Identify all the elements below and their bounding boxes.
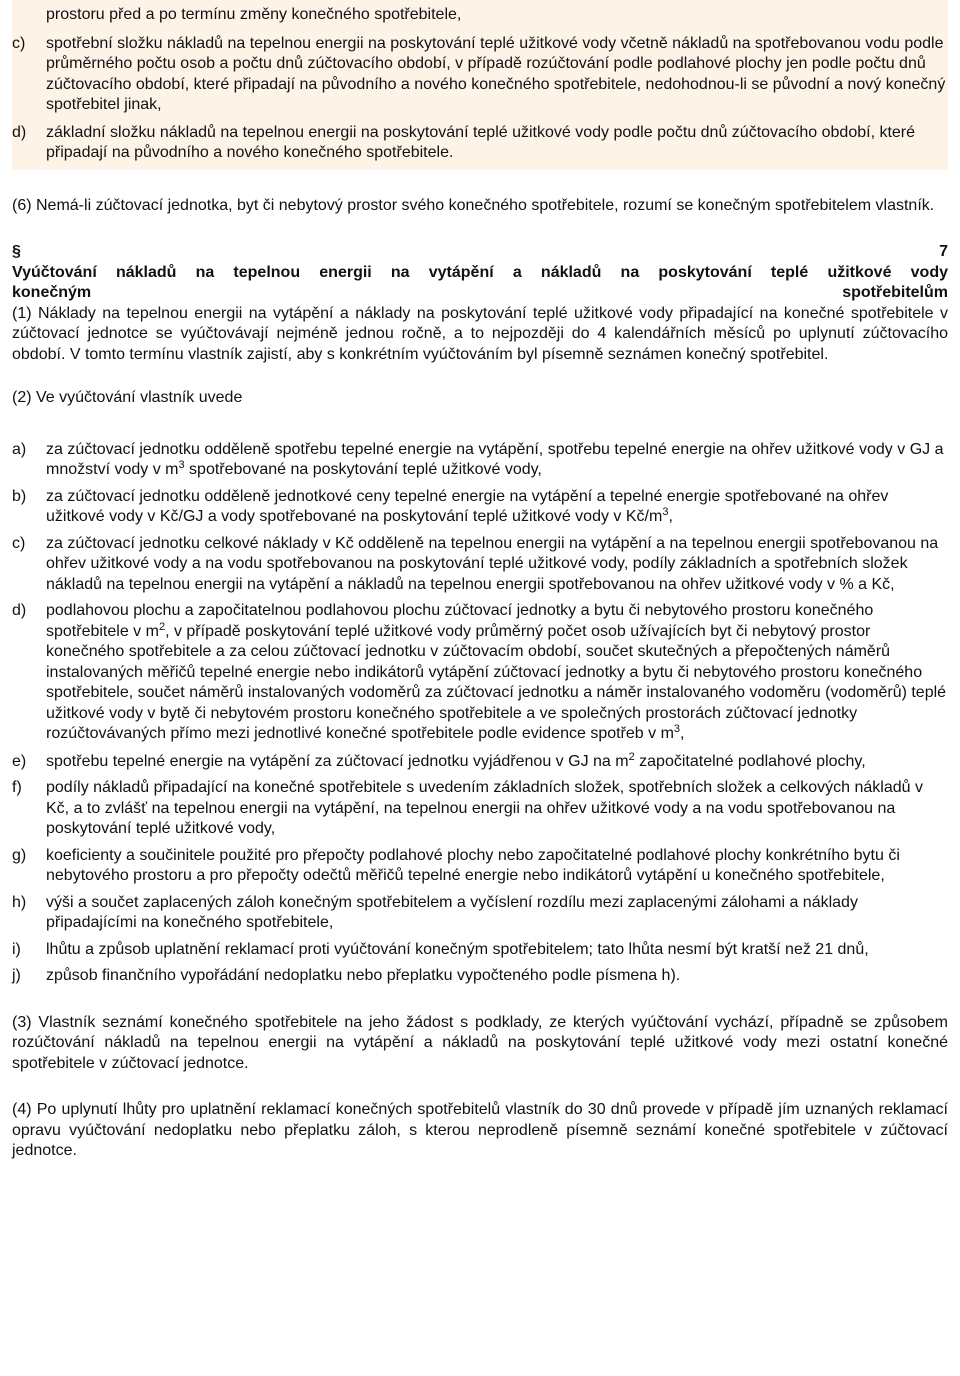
list-item-continuation xyxy=(12,5,948,26)
list-item-d xyxy=(12,123,948,164)
highlighted-block xyxy=(12,0,948,170)
paragraph-4: (4) Po uplynutí lhůty pro uplatnění reklamací konečných spotřebitelů vlastník do 30 dnů provede v případě jím uznaných reklamací opravu vyúčtování nedoplatku nebo přeplatku záloh, s kterou neprodleně písemně seznámí konečné spotřebitele v zúčtovací jednotce. xyxy=(12,1101,948,1159)
document-page xyxy=(12,0,948,1162)
list-marker: e) xyxy=(12,752,27,770)
list-text: podíly nákladů připadající na konečné spotřebitele s uvedením základních složek, spotřebních složek a celkových nákladů v Kč, a to zvlášť na tepelnou energii na vytápění, na tepelnou energii na ohřev užitkové vody a na vodu spotřebovanou na poskytování teplé užitkové vody, xyxy=(46,779,923,837)
list-marker: g) xyxy=(12,846,27,864)
list-marker: d) xyxy=(12,123,27,141)
list-text: spotřebu tepelné energie na vytápění za zúčtovací jednotku vyjádřenou v GJ na $m^2$ započitatelné podlahové plochy, xyxy=(46,750,866,770)
section-title-right: spotřebitelům xyxy=(842,284,948,301)
paragraph-3: (3) Vlastník seznámí konečného spotřebitele na jeho žádost s podklady, ze kterých vyúčtování vychází, případně se způsobem rozúčtování nákladů na tepelnou energii na vytápění a nákladů na poskytování teplé užitkové vody mezi ostatní konečné spotřebitele v zúčtovací jednotce. xyxy=(12,1013,948,1072)
list-marker: h) xyxy=(12,893,27,911)
list-item-i xyxy=(12,940,948,961)
list-marker: c) xyxy=(12,534,26,552)
list-item-c xyxy=(12,34,948,116)
list-text: lhůtu a způsob uplatnění reklamací proti vyúčtování konečným spotřebitelem; tato lhůta nesmí být kratší než 21 dnů, xyxy=(46,940,869,958)
list-item-e xyxy=(12,752,948,773)
list-item-h xyxy=(12,893,948,934)
list-text: prostoru před a po termínu změny konečného spotřebitele, xyxy=(46,6,462,23)
section-title-left: konečným xyxy=(12,284,92,301)
section-heading xyxy=(12,242,948,304)
list-text: výši a součet zaplacených záloh konečným spotřebitelem a vyčíslení rozdílu mezi zaplacenými zálohami a náklady připadajícími na konečného spotřebitele, xyxy=(46,893,858,931)
list-text: základní složku nákladů na tepelnou energii na poskytování teplé užitkové vody podle počtu dnů zúčtovacího období, které připadají na původního a nového konečného spotřebitele. xyxy=(46,123,916,161)
section-title-line1: Vyúčtování nákladů na tepelnou energii na vytápění a nákladů na poskytování teplé užitkové vody xyxy=(12,263,948,281)
list-item-a xyxy=(12,440,948,481)
list-marker: i) xyxy=(12,940,21,958)
list-text: za zúčtovací jednotku odděleně jednotkové ceny tepelné energie na vytápění a tepelné energie spotřebované na ohřev užitkové vody v Kč/GJ a vody spotřebované na poskytování teplé užitkové vody v $Kč/m^3$, xyxy=(46,487,889,525)
paragraph-2: (2) Ve vyúčtování vlastník uvede xyxy=(12,389,243,406)
list-marker xyxy=(12,5,46,26)
section-number-value: 7 xyxy=(939,243,948,260)
list-item-f xyxy=(12,778,948,840)
list-marker: f) xyxy=(12,779,22,796)
list-marker: c) xyxy=(12,34,26,52)
list-item-b xyxy=(12,487,948,528)
section-number xyxy=(12,242,948,263)
billing-items-list xyxy=(12,440,948,987)
list-item-d xyxy=(12,601,948,745)
list-text: spotřební složku nákladů na tepelnou energii na poskytování teplé užitkové vody včetně nákladů na spotřebovanou vodu podle průměrného počtu osob a počtu dnů zúčtovacího období, v případě rozúčtování podle podlahové plochy jen podle počtu dnů zúčtovacího období, které připadají na původního a nového konečného spotřebitele, nedohodnou-li se původní a nový konečný spotřebitel jinak, xyxy=(46,34,946,113)
paragraph-1: (1) Náklady na tepelnou energii na vytápění a náklady na poskytování teplé užitkové vody připadající na konečné spotřebitele v zúčtovací jednotce se vyúčtovávají nejméně jednou ročně, a to nejpozději do 4 kalendářních měsíců po uplynutí zúčtovacího období. V tomto termínu vlastník zajistí, aby s konkrétním vyúčtováním byl písemně seznámen konečný spotřebitel. xyxy=(12,304,948,363)
list-marker: d) xyxy=(12,602,27,619)
list-text: způsob finančního vypořádání nedoplatku nebo přeplatku vypočteného podle písmena h). xyxy=(46,967,681,984)
list-marker: a) xyxy=(12,440,27,458)
section-symbol: § xyxy=(12,243,21,260)
paragraph-6: (6) Nemá-li zúčtovací jednotka, byt či nebytový prostor svého konečného spotřebitele, rozumí se konečným spotřebitelem vlastník. xyxy=(12,196,935,214)
list-item-c xyxy=(12,534,948,596)
list-text: za zúčtovací jednotku odděleně spotřebu tepelné energie na vytápění, spotřebu tepelné energie na ohřev užitkové vody v GJ a množství vody v $m^3$ spotřebované na poskytování teplé užitkové vody, xyxy=(46,440,944,478)
section-title-line2 xyxy=(12,283,948,304)
list-text: koeficienty a součinitele použité pro přepočty podlahové plochy nebo započitatelné podlahové plochy konkrétního bytu či nebytového prostoru a pro přepočty odečtů měřičů tepelné energie nebo indikátorů vytápění u konečného spotřebitele, xyxy=(46,846,900,884)
list-marker: b) xyxy=(12,487,27,505)
list-item-j xyxy=(12,966,948,987)
list-item-g xyxy=(12,846,948,887)
list-text: za zúčtovací jednotku celkové náklady v Kč odděleně na tepelnou energii na vytápění a na tepelnou energii spotřebovanou na ohřev užitkové vody a na vodu spotřebovanou na poskytování teplé užitkové vody, podíly základních a spotřebních složek nákladů na tepelnou energii na vytápění a nákladů na tepelnou energii spotřebovanou na ohřev užitkové vody v % a Kč, xyxy=(46,534,939,593)
list-marker: j) xyxy=(12,967,21,984)
list-text: podlahovou plochu a započitatelnou podlahovou plochu zúčtovací jednotky a bytu či nebytového prostoru konečného spotřebitele v $m^2$, v případě poskytování teplé užitkové vody průměrný počet osob užívajících byt či nebytový prostor konečného spotřebitele a za celou zúčtovací jednotku v zúčtovacím období, součet skutečných a přepočtených náměrů instalovaných měřičů tepelné energie nebo indikátorů vytápění zúčtovací jednotky a bytu či nebytového prostoru konečného spotřebitele, součet náměrů instalovaných vodoměrů za zúčtovací jednotku a náměr instalovaného vodoměru (vodoměrů) teplé užitkové vody v bytě či nebytovém prostoru konečného spotřebitele a ve společných prostorách zúčtovací jednotky rozúčtovávaných přímo mezi jednotlivé konečné spotřebitele podle evidence spotřeb v $m^3$, xyxy=(46,602,947,742)
